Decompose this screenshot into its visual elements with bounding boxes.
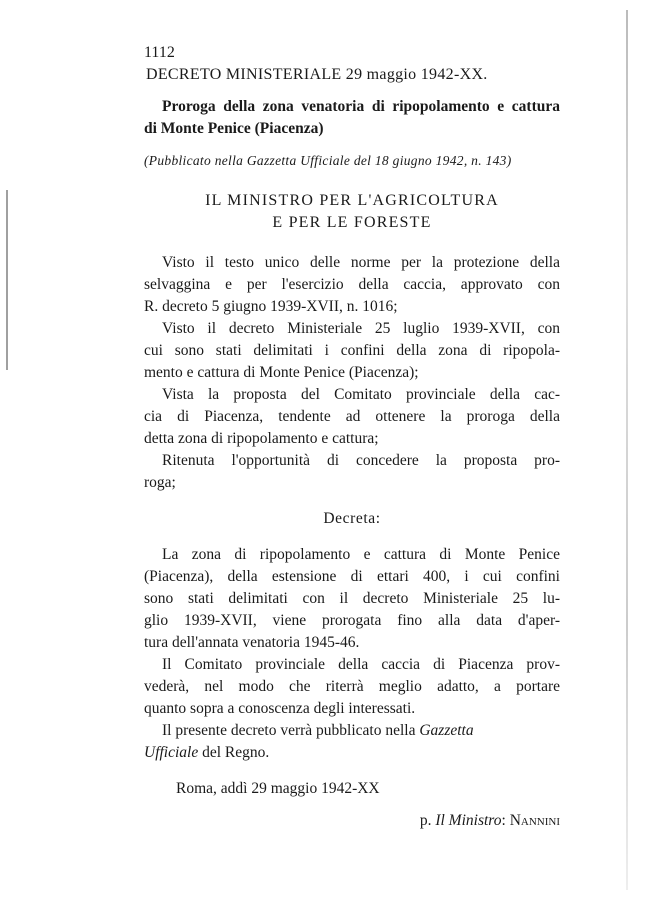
article-text: del Regno. bbox=[198, 744, 270, 761]
article-line: sono stati delimitati con il decreto Ministeriale 25 lu- bbox=[144, 590, 560, 607]
premise-line: cia di Piacenza, tendente ad ottenere la proroga della bbox=[144, 408, 560, 425]
page-number: 1112 bbox=[144, 44, 175, 61]
premise-line: R. decreto 5 giugno 1939-XVII, n. 1016; bbox=[144, 298, 398, 315]
gazette-name-italic: Gazzetta bbox=[419, 722, 474, 739]
decree-title: DECRETO MINISTERIALE 29 maggio 1942-XX. bbox=[146, 66, 488, 83]
signature-separator: : bbox=[501, 812, 510, 829]
decreta-label: Decreta: bbox=[323, 510, 381, 527]
premise-line: cui sono stati delimitati i confini della zona di ripopola- bbox=[144, 342, 560, 359]
premise-line: roga; bbox=[144, 474, 176, 491]
article-line: tura dell'annata venatoria 1945-46. bbox=[144, 634, 360, 651]
premise-line: Visto il testo unico delle norme per la protezione della bbox=[162, 254, 560, 271]
article-line: Il Comitato provinciale della caccia di Piacenza prov- bbox=[162, 656, 560, 673]
publication-note: (Pubblicato nella Gazzetta Ufficiale del 18 giugno 1942, n. 143) bbox=[144, 153, 512, 168]
heading-line-1: IL MINISTRO PER L'AGRICOLTURA bbox=[205, 192, 499, 209]
premise-line: mento e cattura di Monte Penice (Piacenza); bbox=[144, 364, 419, 381]
signature-name: Nannini bbox=[509, 812, 560, 829]
page-edge-binding-right bbox=[626, 10, 628, 890]
decree-document bbox=[144, 64, 560, 832]
page-edge-mark-left bbox=[6, 190, 18, 370]
premise-line: selvaggina e per l'esercizio della caccia, approvato con bbox=[144, 276, 560, 293]
article-line: quanto sopra a conoscenza degli interessati. bbox=[144, 700, 416, 717]
premise-line: detta zona di ripopolamento e cattura; bbox=[144, 430, 379, 447]
article-line bbox=[144, 720, 560, 742]
gazette-name-italic: Ufficiale bbox=[144, 744, 199, 761]
place-date: Roma, addì 29 maggio 1942-XX bbox=[176, 780, 380, 797]
premise-line: Vista la proposta del Comitato provinciale della cac- bbox=[162, 386, 560, 403]
signature bbox=[144, 810, 560, 832]
article-text: Il presente decreto verrà pubblicato nella bbox=[162, 722, 420, 739]
signature-role: Il Ministro bbox=[435, 812, 502, 829]
subject-line-2: di Monte Penice (Piacenza) bbox=[144, 120, 324, 137]
article-line: vederà, nel modo che riterrà meglio adatto, a portare bbox=[144, 678, 560, 695]
premise-line: Ritenuta l'opportunità di concedere la proposta pro- bbox=[162, 452, 560, 469]
signature-prefix: p. bbox=[419, 812, 436, 829]
subject-line-1: Proroga della zona venatoria di ripopolamento e cattura bbox=[162, 98, 560, 115]
article-line: glio 1939-XVII, viene prorogata fino alla data d'aper- bbox=[144, 612, 560, 629]
premise-line: Visto il decreto Ministeriale 25 luglio 1939-XVII, con bbox=[162, 320, 560, 337]
heading-line-2: E PER LE FORESTE bbox=[272, 214, 432, 231]
article-line: (Piacenza), della estensione di ettari 400, i cui confini bbox=[144, 568, 560, 585]
article-line bbox=[144, 742, 560, 764]
article-line: La zona di ripopolamento e cattura di Monte Penice bbox=[162, 546, 560, 563]
